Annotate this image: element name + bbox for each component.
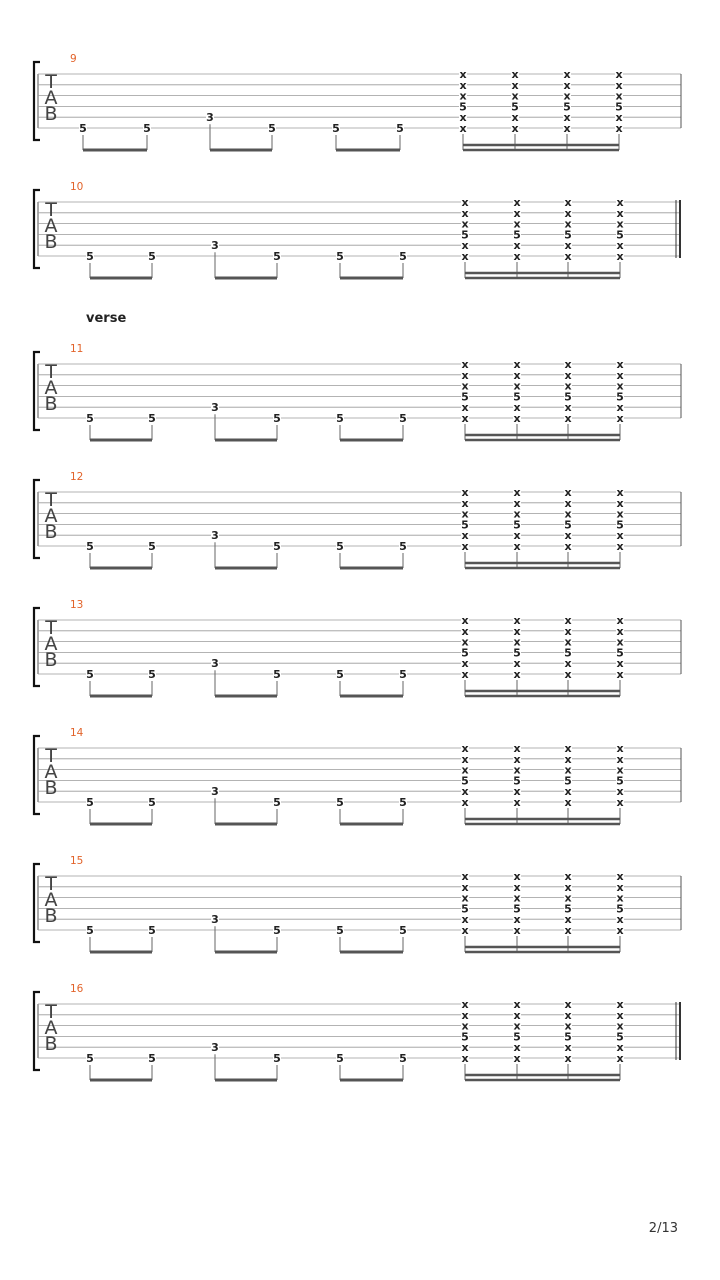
dead-note: x <box>564 880 572 894</box>
dead-note: x <box>513 250 521 263</box>
dead-note: x <box>513 496 521 510</box>
fret-number: 5 <box>461 774 469 788</box>
fret-number: 5 <box>461 646 469 660</box>
dead-note: x <box>513 379 521 393</box>
tab-clef-letter: A <box>44 87 58 109</box>
dead-note: x <box>461 206 469 220</box>
fret-number: 5 <box>564 774 572 788</box>
dead-note: x <box>616 368 624 382</box>
fret-number: 5 <box>513 774 521 788</box>
dead-note: x <box>616 785 624 799</box>
dead-note: x <box>513 924 521 937</box>
dead-note: x <box>513 657 521 671</box>
dead-note: x <box>461 401 469 415</box>
dead-note: x <box>461 742 469 755</box>
fret-number: 5 <box>564 228 572 242</box>
fret-number: 3 <box>211 657 219 671</box>
dead-note: x <box>616 540 624 553</box>
dead-note: x <box>564 752 572 766</box>
fret-number: 5 <box>616 1030 624 1044</box>
dead-note: x <box>513 998 521 1011</box>
dead-note: x <box>564 496 572 510</box>
fret-number: 5 <box>332 122 340 135</box>
fret-number: 5 <box>148 412 156 425</box>
tab-clef-letter: A <box>44 505 58 527</box>
dead-note: x <box>564 358 572 371</box>
fret-number: 5 <box>513 518 521 532</box>
fret-number: 5 <box>148 924 156 937</box>
dead-note: x <box>564 924 572 937</box>
dead-note: x <box>459 122 467 135</box>
dead-note: x <box>615 78 623 92</box>
fret-number: 5 <box>616 390 624 404</box>
fret-number: 5 <box>148 1052 156 1065</box>
dead-note: x <box>513 785 521 799</box>
dead-note: x <box>511 89 519 103</box>
tab-clef-letter: B <box>44 231 58 253</box>
dead-note: x <box>564 401 572 415</box>
fret-number: 3 <box>211 913 219 927</box>
fret-number: 5 <box>148 668 156 681</box>
dead-note: x <box>461 668 469 681</box>
dead-note: x <box>564 614 572 627</box>
dead-note: x <box>461 217 469 231</box>
dead-note: x <box>513 206 521 220</box>
tab-clef-letter: T <box>45 199 57 221</box>
fret-number: 5 <box>399 540 407 553</box>
dead-note: x <box>563 89 571 103</box>
dead-note: x <box>616 924 624 937</box>
dead-note: x <box>616 614 624 627</box>
dead-note: x <box>615 68 623 81</box>
dead-note: x <box>616 401 624 415</box>
dead-note: x <box>564 913 572 927</box>
dead-note: x <box>513 624 521 638</box>
fret-number: 5 <box>273 668 281 681</box>
fret-number: 5 <box>513 646 521 660</box>
tab-clef-letter: B <box>44 393 58 415</box>
dead-note: x <box>461 924 469 937</box>
measure-number: 13 <box>70 599 84 611</box>
fret-number: 5 <box>336 250 344 263</box>
dead-note: x <box>564 742 572 755</box>
dead-note: x <box>564 529 572 543</box>
dead-note: x <box>564 870 572 883</box>
dead-note: x <box>564 1052 572 1065</box>
dead-note: x <box>513 1041 521 1055</box>
fret-number: 5 <box>148 250 156 263</box>
dead-note: x <box>616 1041 624 1055</box>
fret-number: 5 <box>86 540 94 553</box>
dead-note: x <box>461 529 469 543</box>
fret-number: 3 <box>211 785 219 799</box>
dead-note: x <box>564 486 572 499</box>
measure-number: 16 <box>70 983 84 995</box>
dead-note: x <box>616 998 624 1011</box>
tab-clef-letter: T <box>45 1001 57 1023</box>
fret-number: 5 <box>513 228 521 242</box>
dead-note: x <box>461 870 469 883</box>
dead-note: x <box>461 368 469 382</box>
dead-note: x <box>513 796 521 809</box>
dead-note: x <box>564 239 572 253</box>
dead-note: x <box>513 1019 521 1033</box>
fret-number: 5 <box>396 122 404 135</box>
dead-note: x <box>513 614 521 627</box>
dead-note: x <box>513 891 521 905</box>
dead-note: x <box>616 196 624 209</box>
dead-note: x <box>461 614 469 627</box>
dead-note: x <box>513 401 521 415</box>
dead-note: x <box>616 1052 624 1065</box>
dead-note: x <box>564 412 572 425</box>
dead-note: x <box>513 196 521 209</box>
dead-note: x <box>461 239 469 253</box>
dead-note: x <box>616 217 624 231</box>
dead-note: x <box>513 1008 521 1022</box>
dead-note: x <box>616 412 624 425</box>
dead-note: x <box>513 668 521 681</box>
fret-number: 5 <box>564 646 572 660</box>
measure-number: 11 <box>70 343 84 355</box>
dead-note: x <box>459 111 467 125</box>
fret-number: 5 <box>79 122 87 135</box>
dead-note: x <box>564 668 572 681</box>
dead-note: x <box>616 668 624 681</box>
dead-note: x <box>461 250 469 263</box>
dead-note: x <box>563 122 571 135</box>
dead-note: x <box>511 111 519 125</box>
measure-number: 10 <box>70 181 84 193</box>
dead-note: x <box>461 913 469 927</box>
fret-number: 5 <box>461 1030 469 1044</box>
fret-number: 5 <box>399 668 407 681</box>
fret-number: 5 <box>616 646 624 660</box>
fret-number: 5 <box>336 796 344 809</box>
dead-note: x <box>513 540 521 553</box>
dead-note: x <box>513 763 521 777</box>
fret-number: 5 <box>513 1030 521 1044</box>
dead-note: x <box>616 635 624 649</box>
dead-note: x <box>616 239 624 253</box>
fret-number: 5 <box>268 122 276 135</box>
dead-note: x <box>616 657 624 671</box>
fret-number: 3 <box>211 1041 219 1055</box>
fret-number: 5 <box>273 250 281 263</box>
fret-number: 5 <box>273 540 281 553</box>
dead-note: x <box>616 1019 624 1033</box>
fret-number: 5 <box>143 122 151 135</box>
dead-note: x <box>564 250 572 263</box>
tab-clef-letter: T <box>45 745 57 767</box>
fret-number: 3 <box>211 401 219 415</box>
dead-note: x <box>564 1008 572 1022</box>
fret-number: 5 <box>86 1052 94 1065</box>
dead-note: x <box>513 412 521 425</box>
tab-clef-letter: T <box>45 617 57 639</box>
fret-number: 5 <box>461 390 469 404</box>
dead-note: x <box>564 379 572 393</box>
dead-note: x <box>459 89 467 103</box>
fret-number: 5 <box>399 1052 407 1065</box>
dead-note: x <box>563 78 571 92</box>
dead-note: x <box>513 486 521 499</box>
fret-number: 5 <box>399 412 407 425</box>
dead-note: x <box>616 763 624 777</box>
dead-note: x <box>564 206 572 220</box>
dead-note: x <box>564 624 572 638</box>
dead-note: x <box>461 998 469 1011</box>
dead-note: x <box>616 796 624 809</box>
fret-number: 5 <box>336 540 344 553</box>
tab-clef-letter: B <box>44 777 58 799</box>
dead-note: x <box>616 891 624 905</box>
fret-number: 5 <box>513 390 521 404</box>
dead-note: x <box>564 635 572 649</box>
dead-note: x <box>513 870 521 883</box>
dead-note: x <box>511 122 519 135</box>
dead-note: x <box>461 880 469 894</box>
dead-note: x <box>513 742 521 755</box>
dead-note: x <box>461 1041 469 1055</box>
dead-note: x <box>461 358 469 371</box>
dead-note: x <box>616 507 624 521</box>
dead-note: x <box>461 1052 469 1065</box>
dead-note: x <box>513 635 521 649</box>
dead-note: x <box>513 217 521 231</box>
dead-note: x <box>564 217 572 231</box>
fret-number: 5 <box>616 518 624 532</box>
fret-number: 5 <box>399 924 407 937</box>
dead-note: x <box>511 78 519 92</box>
dead-note: x <box>564 196 572 209</box>
fret-number: 5 <box>86 250 94 263</box>
fret-number: 5 <box>564 518 572 532</box>
tab-clef-letter: A <box>44 215 58 237</box>
dead-note: x <box>461 752 469 766</box>
dead-note: x <box>513 529 521 543</box>
dead-note: x <box>564 891 572 905</box>
dead-note: x <box>564 1019 572 1033</box>
tab-clef-letter: A <box>44 761 58 783</box>
dead-note: x <box>461 486 469 499</box>
fret-number: 5 <box>86 924 94 937</box>
fret-number: 5 <box>461 228 469 242</box>
fret-number: 5 <box>86 668 94 681</box>
measure-number: 15 <box>70 855 84 867</box>
dead-note: x <box>616 742 624 755</box>
fret-number: 5 <box>148 796 156 809</box>
dead-note: x <box>461 507 469 521</box>
dead-note: x <box>615 122 623 135</box>
tab-clef-letter: A <box>44 377 58 399</box>
dead-note: x <box>461 891 469 905</box>
tab-clef-letter: T <box>45 71 57 93</box>
fret-number: 5 <box>513 902 521 916</box>
dead-note: x <box>616 496 624 510</box>
tab-clef-letter: A <box>44 1017 58 1039</box>
dead-note: x <box>616 486 624 499</box>
fret-number: 5 <box>564 1030 572 1044</box>
fret-number: 5 <box>564 390 572 404</box>
dead-note: x <box>616 913 624 927</box>
measure-number: 14 <box>70 727 84 739</box>
fret-number: 5 <box>86 412 94 425</box>
dead-note: x <box>616 379 624 393</box>
measure-number: 12 <box>70 471 84 483</box>
dead-note: x <box>616 1008 624 1022</box>
dead-note: x <box>564 657 572 671</box>
dead-note: x <box>513 507 521 521</box>
fret-number: 5 <box>336 1052 344 1065</box>
tab-clef-letter: A <box>44 633 58 655</box>
tab-clef-letter: B <box>44 103 58 125</box>
fret-number: 5 <box>616 774 624 788</box>
fret-number: 5 <box>399 250 407 263</box>
dead-note: x <box>461 763 469 777</box>
measure-number: 9 <box>70 53 77 65</box>
dead-note: x <box>616 880 624 894</box>
tab-clef-letter: A <box>44 889 58 911</box>
dead-note: x <box>616 870 624 883</box>
fret-number: 5 <box>273 796 281 809</box>
dead-note: x <box>461 540 469 553</box>
dead-note: x <box>513 358 521 371</box>
dead-note: x <box>461 196 469 209</box>
fret-number: 5 <box>273 1052 281 1065</box>
dead-note: x <box>616 206 624 220</box>
dead-note: x <box>461 624 469 638</box>
fret-number: 3 <box>211 239 219 253</box>
dead-note: x <box>616 250 624 263</box>
dead-note: x <box>461 496 469 510</box>
fret-number: 5 <box>273 412 281 425</box>
dead-note: x <box>461 1008 469 1022</box>
dead-note: x <box>461 635 469 649</box>
section-label-verse: verse <box>86 311 127 326</box>
dead-note: x <box>513 913 521 927</box>
dead-note: x <box>513 239 521 253</box>
tab-clef-letter: T <box>45 361 57 383</box>
dead-note: x <box>461 1019 469 1033</box>
tab-clef-letter: T <box>45 489 57 511</box>
fret-number: 5 <box>336 412 344 425</box>
dead-note: x <box>459 68 467 81</box>
dead-note: x <box>563 68 571 81</box>
dead-note: x <box>616 529 624 543</box>
tab-clef-letter: B <box>44 1033 58 1055</box>
dead-note: x <box>564 540 572 553</box>
dead-note: x <box>513 880 521 894</box>
fret-number: 5 <box>461 518 469 532</box>
dead-note: x <box>616 752 624 766</box>
fret-number: 5 <box>616 228 624 242</box>
fret-number: 5 <box>563 100 571 114</box>
dead-note: x <box>616 358 624 371</box>
dead-note: x <box>461 785 469 799</box>
dead-note: x <box>615 111 623 125</box>
tab-clef-letter: B <box>44 905 58 927</box>
fret-number: 5 <box>336 668 344 681</box>
fret-number: 5 <box>399 796 407 809</box>
dead-note: x <box>461 657 469 671</box>
tab-clef-letter: B <box>44 649 58 671</box>
dead-note: x <box>564 785 572 799</box>
dead-note: x <box>513 368 521 382</box>
fret-number: 5 <box>336 924 344 937</box>
fret-number: 5 <box>615 100 623 114</box>
dead-note: x <box>564 763 572 777</box>
dead-note: x <box>513 752 521 766</box>
dead-note: x <box>564 1041 572 1055</box>
fret-number: 3 <box>211 529 219 543</box>
dead-note: x <box>563 111 571 125</box>
dead-note: x <box>461 379 469 393</box>
dead-note: x <box>564 796 572 809</box>
dead-note: x <box>459 78 467 92</box>
fret-number: 3 <box>206 111 214 125</box>
page-number: 2/13 <box>648 1221 678 1236</box>
dead-note: x <box>461 412 469 425</box>
fret-number: 5 <box>461 902 469 916</box>
fret-number: 5 <box>86 796 94 809</box>
tab-clef-letter: B <box>44 521 58 543</box>
dead-note: x <box>564 368 572 382</box>
dead-note: x <box>513 1052 521 1065</box>
fret-number: 5 <box>564 902 572 916</box>
tab-clef-letter: T <box>45 873 57 895</box>
fret-number: 5 <box>511 100 519 114</box>
dead-note: x <box>616 624 624 638</box>
fret-number: 5 <box>148 540 156 553</box>
dead-note: x <box>461 796 469 809</box>
fret-number: 5 <box>616 902 624 916</box>
dead-note: x <box>615 89 623 103</box>
dead-note: x <box>564 507 572 521</box>
fret-number: 5 <box>459 100 467 114</box>
fret-number: 5 <box>273 924 281 937</box>
dead-note: x <box>511 68 519 81</box>
dead-note: x <box>564 998 572 1011</box>
